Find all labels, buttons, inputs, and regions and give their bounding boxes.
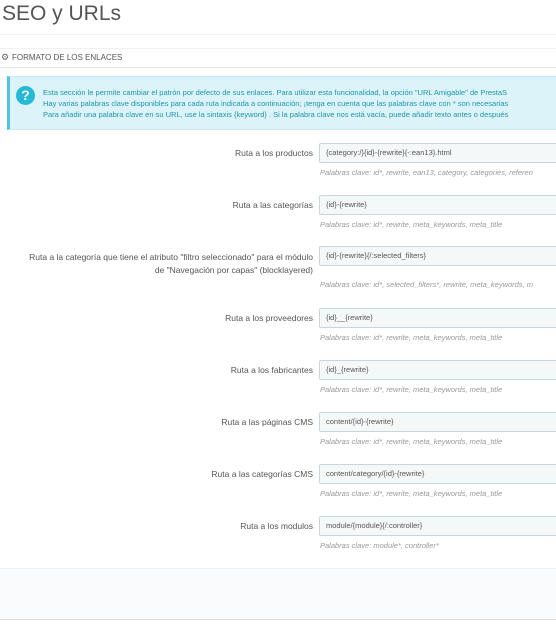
- route-label-line1: Ruta a la categoría que tiene el atributo "filtro seleccionado" para el módulo: [29, 252, 313, 262]
- route-label: Ruta a las categorías: [232, 200, 313, 210]
- page-title: SEO y URLs: [2, 2, 122, 25]
- route-input-cms[interactable]: content/{id}-{rewrite}: [319, 412, 556, 432]
- route-label: Ruta a las páginas CMS: [221, 417, 313, 427]
- panel-heading-label: FORMATO DE LOS ENLACES: [12, 53, 123, 62]
- route-hint: Palabras clave: id*, rewrite, meta_keywords, meta_title: [320, 333, 503, 342]
- question-icon: ?: [16, 86, 35, 105]
- alert-text: [43, 87, 508, 120]
- route-input-manufacturers[interactable]: {id}_{rewrite}: [319, 360, 556, 380]
- alert-line: Para añadir una palabra clave en su URL, use la sintaxis {keyword} . Si la palabra clave nos está vacía, puede añadir texto antes o después: [43, 110, 509, 119]
- route-input-suppliers[interactable]: {id}__{rewrite}: [319, 308, 556, 328]
- route-label: Ruta a los proveedores: [225, 313, 313, 323]
- route-input-categories[interactable]: {id}-{rewrite}: [319, 195, 556, 215]
- route-label: Ruta a los modulos: [240, 521, 313, 531]
- alert-line: Esta sección le permite cambiar el patrón por defecto de sus enlaces. Para utilizar esta funcionalidad, la opción "URL Amigable" de PrestaS: [43, 88, 508, 97]
- route-hint: Palabras clave: id*, rewrite, meta_keywords, meta_title: [320, 220, 503, 229]
- cogs-icon: ⚙: [1, 52, 10, 62]
- info-alert: [7, 76, 556, 130]
- route-hint: Palabras clave: id*, rewrite, meta_keywords, meta_title: [320, 437, 503, 446]
- panel-footer: [0, 568, 556, 620]
- route-label-line2: de "Navegación por capas" (blocklayered): [154, 265, 313, 275]
- route-input-cms-categories[interactable]: content/category/{id}-{rewrite}: [319, 464, 556, 484]
- route-label: Ruta a las categorías CMS: [211, 469, 313, 479]
- alert-line: Hay varias palabras clave disponibles para cada ruta indicada a continuación; ¡tenga en cuenta que las palabras clave con * son necesarias: [43, 99, 509, 108]
- route-input-layered[interactable]: {id}-{rewrite}{/:selected_filters}: [319, 246, 556, 266]
- route-label: Ruta a los fabricantes: [230, 365, 313, 375]
- route-hint: Palabras clave: id*, rewrite, meta_keywords, meta_title: [320, 385, 503, 394]
- route-hint: Palabras clave: id*, rewrite, ean13, category, categories, referen: [320, 168, 533, 177]
- title-divider: [0, 34, 556, 35]
- route-hint: Palabras clave: module*, controller*: [320, 541, 439, 550]
- route-label: Ruta a los productos: [235, 148, 313, 158]
- route-hint: Palabras clave: id*, rewrite, meta_keywords, meta_title: [320, 489, 503, 498]
- panel-heading: [0, 48, 556, 68]
- route-input-products[interactable]: {category:/}{id}-{rewrite}{-:ean13}.html: [319, 143, 556, 163]
- route-hint: Palabras clave: id*, selected_filters*, rewrite, meta_keywords, m: [320, 280, 534, 289]
- route-input-modules[interactable]: module/{module}{/:controller}: [319, 516, 556, 536]
